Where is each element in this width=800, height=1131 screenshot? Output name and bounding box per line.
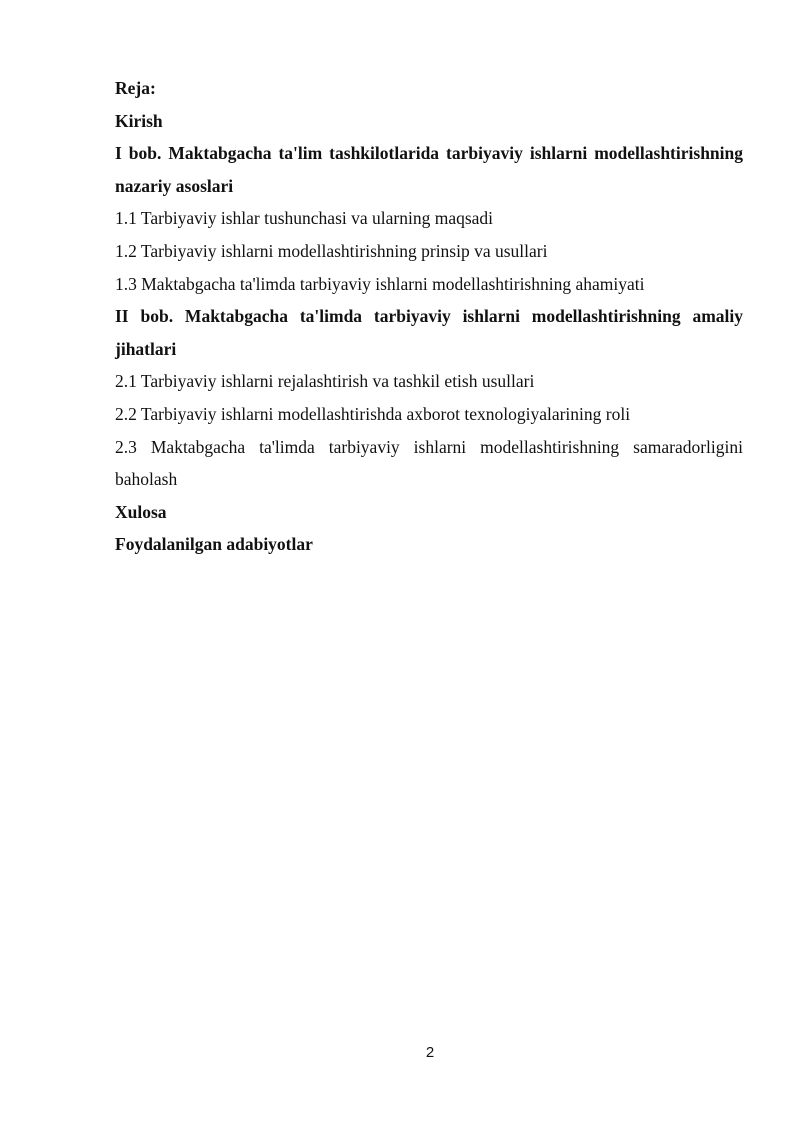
toc-item-section-1-1: 1.1 Tarbiyaviy ishlar tushunchasi va ularning maqsadi xyxy=(115,208,494,229)
toc-item-introduction: Kirish xyxy=(115,110,163,131)
toc-item-conclusion: Xulosa xyxy=(115,501,167,522)
toc-item-section-1-2: 1.2 Tarbiyaviy ishlarni modellashtirishning prinsip va usullari xyxy=(115,240,548,261)
table-of-contents xyxy=(115,72,743,561)
toc-item-references: Foydalanilgan adabiyotlar xyxy=(115,534,313,555)
toc-item-chapter-1: I bob. Maktabgacha ta'lim tashkilotlarida tarbiyaviy ishlarni modellashtirishning nazariy asoslari xyxy=(115,143,743,196)
toc-heading: Reja: xyxy=(115,78,156,98)
toc-item-section-2-1: 2.1 Tarbiyaviy ishlarni rejalashtirish va tashkil etish usullari xyxy=(115,371,535,392)
toc-item-section-2-3: 2.3 Maktabgacha ta'limda tarbiyaviy ishlarni modellashtirishning samaradorligini baholash xyxy=(115,436,743,490)
toc-item-section-1-3: 1.3 Maktabgacha ta'limda tarbiyaviy ishlarni modellashtirishning ahamiyati xyxy=(115,273,645,294)
toc-item-section-2-2: 2.2 Tarbiyaviy ishlarni modellashtirishda axborot texnologiyalarining roli xyxy=(115,403,631,424)
page-number: 2 xyxy=(425,1044,435,1061)
toc-item-chapter-2: II bob. Maktabgacha ta'limda tarbiyaviy ishlarni modellashtirishning amaliy jihatlari xyxy=(115,306,743,359)
